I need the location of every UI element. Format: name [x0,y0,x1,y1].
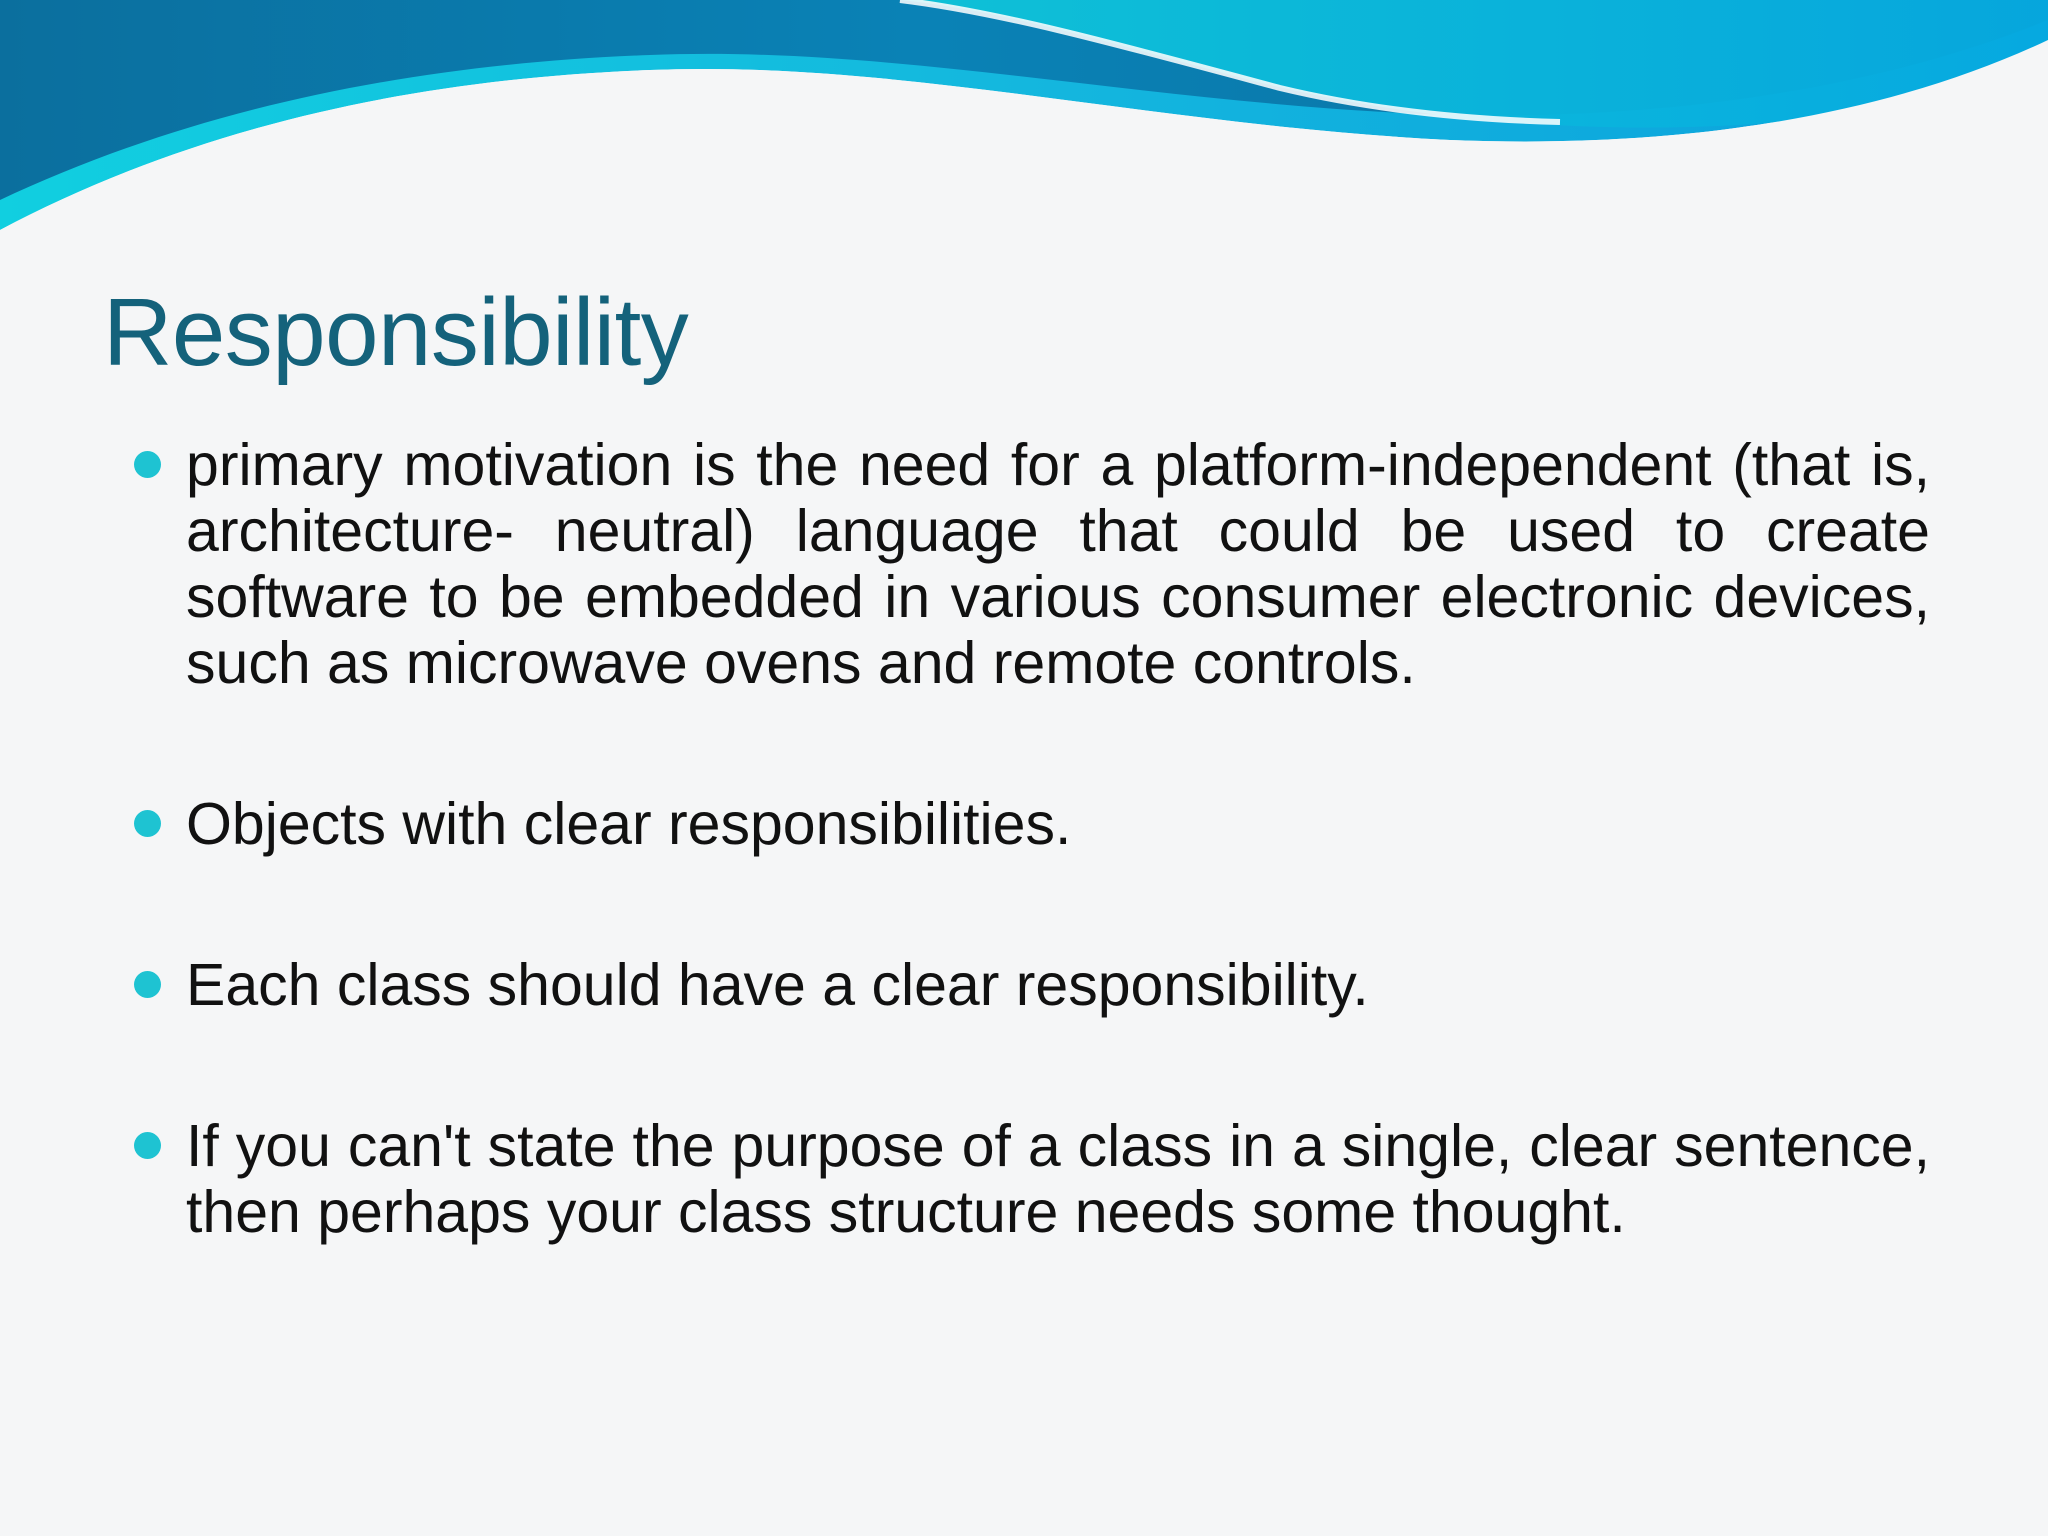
bullet-text: If you can't state the purpose of a class in a single, clear sentence, then perhaps your class structure needs some thought. [186,1113,1930,1245]
bullet-item [134,1113,1930,1245]
bullet-dot-icon [134,1132,161,1159]
bullet-text: primary motivation is the need for a platform-independent (that is, architecture- neutral) language that could be used to create software to be embedded in various consumer electronic devices, such as microwave ovens and remote controls. [186,432,1930,696]
bullet-dot-icon [134,971,161,998]
header-wave-decoration [0,0,2048,240]
bullet-list [134,432,1930,1245]
bullet-item [134,791,1930,857]
bullet-item [134,432,1930,696]
slide-title: Responsibility [103,279,689,386]
bullet-text: Each class should have a clear responsibility. [186,952,1369,1018]
bullet-item [134,952,1930,1018]
bullet-text: Objects with clear responsibilities. [186,791,1072,857]
bullet-dot-icon [134,810,161,837]
bullet-dot-icon [134,451,161,478]
